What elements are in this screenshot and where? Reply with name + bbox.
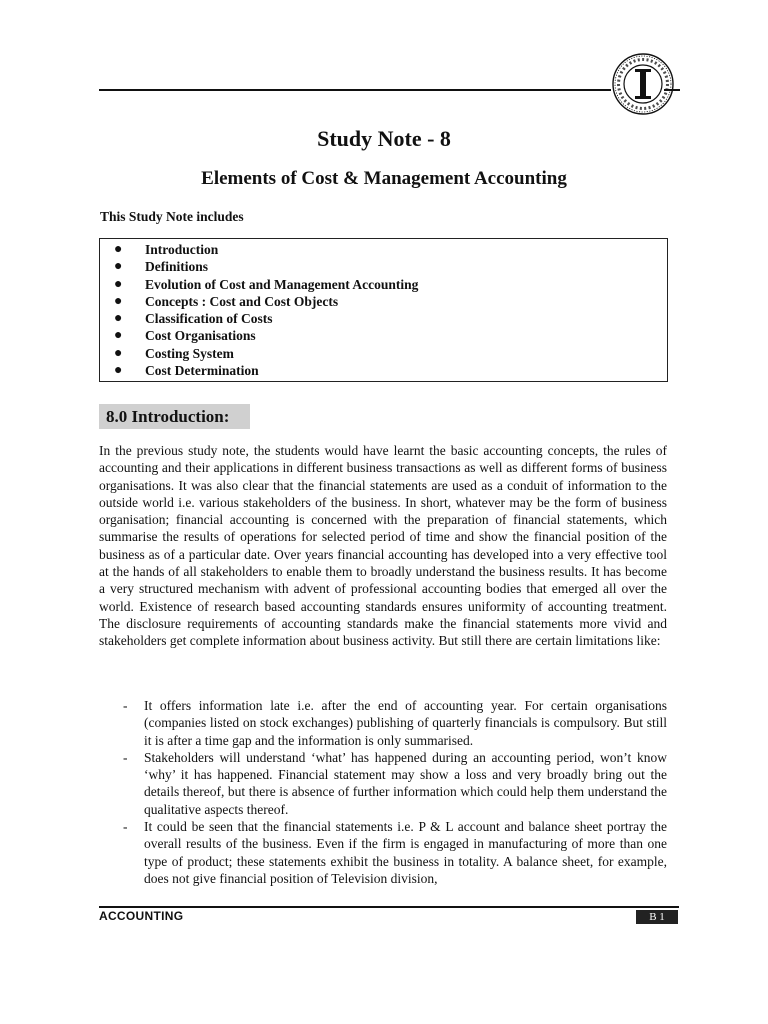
section-heading: 8.0 Introduction: (99, 404, 250, 429)
toc-item-label: Classification of Costs (145, 311, 273, 327)
dash-marker: - (123, 749, 128, 765)
limitations-list (99, 697, 667, 887)
bullet-icon: ● (114, 328, 123, 344)
toc-item-introduction (100, 241, 667, 258)
limitation-item (99, 697, 667, 749)
page-title: Study Note - 8 (317, 126, 451, 151)
toc-item-label: Evolution of Cost and Management Accounting (145, 276, 419, 292)
bullet-icon: ● (114, 293, 123, 309)
intro-body (99, 442, 667, 650)
limitation-item (99, 749, 667, 818)
footer-rule (99, 906, 679, 908)
intro-paragraph: In the previous study note, the students would have learnt the basic accounting concepts, the rules of accounting and their applications in different business transactions as well as different forms of business organisations. It was also clear that the financial statements are used as a conduit of information to the outside world i.e. various stakeholders of the business. In short, whatever may be the form of business organisation; financial accounting is concerned with the preparation of financial statements, which summarise the results of operations for selected period of time and show the financial position of the business as of a particular date. Over years financial accounting has developed into a very effective tool at the hands of all stakeholders to enable them to broadly understand the business results. It has become a very structured mechanism with advent of professional accounting bodies that emerged all over the world. Existence of research based accounting standards ensures uniformity of accounting treatment. The disclosure requirements of accounting standards make the financial statements more vivid and stakeholders get complete information about business activity. But still there are certain limitations like: (99, 443, 667, 649)
dash-marker: - (123, 698, 128, 713)
toc-item-costing-system (100, 345, 667, 362)
bullet-icon: ● (114, 345, 123, 361)
dash-marker: - (123, 819, 128, 835)
contents-list (100, 239, 667, 379)
header-rule (99, 89, 611, 91)
toc-item-label: Cost Organisations (145, 328, 256, 344)
page-number: B 1 (636, 910, 678, 924)
toc-item-classification (100, 310, 667, 327)
bullet-icon: ● (114, 311, 123, 327)
limitation-text: Stakeholders will understand ‘what’ has happened during an accounting period, won’t know ‘why’ it has happened. Financial statement may show a loss and very broadly bring out the details thereof, but there is absence of further information which could help them understand the qualitative aspects thereof. (144, 749, 667, 817)
toc-item-cost-determination (100, 362, 667, 379)
toc-item-label: Costing System (145, 345, 234, 361)
toc-item-definitions (100, 258, 667, 275)
toc-item-evolution (100, 276, 667, 293)
includes-label: This Study Note includes (100, 209, 244, 224)
limitation-item (99, 818, 667, 887)
page-subtitle: Elements of Cost & Management Accounting (201, 168, 567, 189)
toc-item-label: Cost Determination (145, 363, 259, 379)
bullet-icon: ● (114, 363, 123, 379)
toc-item-concepts (100, 293, 667, 310)
contents-box (99, 238, 668, 382)
toc-item-label: Definitions (145, 259, 209, 275)
limitation-text: It offers information late i.e. after the end of accounting year. For certain organisations (companies listed on stock exchanges) publishing of quarterly financials is compulsory. But still it is after a time gap and the information is only summarised. (144, 698, 667, 748)
toc-item-cost-organisations (100, 327, 667, 344)
bullet-icon: ● (114, 259, 123, 275)
footer-label: ACCOUNTING (99, 909, 184, 923)
toc-item-label: Concepts : Cost and Cost Objects (145, 293, 339, 309)
institute-seal-logo (611, 38, 675, 122)
bullet-icon: ● (114, 276, 123, 292)
limitation-text: It could be seen that the financial statements i.e. P & L account and balance sheet portray the overall results of the business. Even if the firm is engaged in manufacturing of more than one type of product; these statements exhibit the business in totality. A balance sheet, for example, does not give financial position of Television division, (144, 819, 667, 886)
bullet-icon: ● (114, 242, 123, 257)
toc-item-label: Introduction (145, 242, 219, 257)
